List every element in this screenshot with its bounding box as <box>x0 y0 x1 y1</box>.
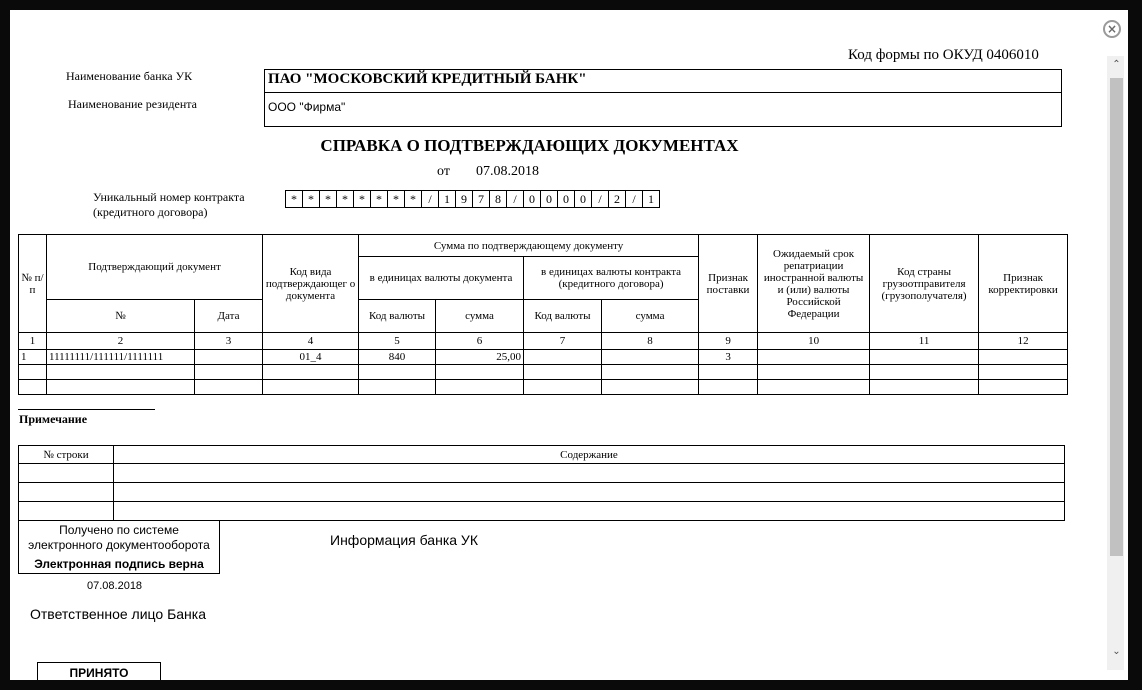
document-date: 07.08.2018 <box>476 164 539 179</box>
col-number: 6 <box>436 333 524 350</box>
col-cur1-header: Код валюты <box>359 300 436 333</box>
contract-char-cell: 0 <box>558 191 575 208</box>
contract-char-cell: 1 <box>439 191 456 208</box>
col-num-header: № п/п <box>19 235 47 333</box>
contract-char-cell: * <box>337 191 354 208</box>
contract-char-cell: 0 <box>541 191 558 208</box>
resident-label: Наименование резидента <box>68 97 197 111</box>
resident-name: ООО "Фирма" <box>268 100 346 114</box>
contract-char-cell: * <box>354 191 371 208</box>
responsible-person-label: Ответственное лицо Банка <box>30 606 207 622</box>
contract-label <box>93 190 245 220</box>
contract-char-cell: 7 <box>473 191 490 208</box>
contract-char-cell: / <box>626 191 643 208</box>
row-amt1: 25,00 <box>436 350 524 365</box>
okud-code: Код формы по ОКУД 0406010 <box>848 47 1039 63</box>
accepted-label: ПРИНЯТО <box>69 666 129 680</box>
row-doc-date <box>195 350 263 365</box>
contract-char-cell: 9 <box>456 191 473 208</box>
col-number: 12 <box>979 333 1068 350</box>
col-sum-header: Сумма по подтверждающему документу <box>359 235 699 257</box>
signature-date: 07.08.2018 <box>87 580 143 592</box>
col-cur2-header: Код валюты <box>524 300 602 333</box>
col-number: 10 <box>758 333 870 350</box>
note-content-header: Содержание <box>114 446 1065 464</box>
document-title: СПРАВКА О ПОДТВЕРЖДАЮЩИХ ДОКУМЕНТАХ <box>320 136 739 155</box>
contract-number <box>285 190 660 208</box>
col-number: 11 <box>870 333 979 350</box>
close-icon[interactable]: × <box>1103 20 1121 38</box>
row-doc-no: 11111111/111111/1111111 <box>47 350 195 365</box>
divider <box>265 92 1061 93</box>
row-correction <box>979 350 1068 365</box>
col-number: 4 <box>263 333 359 350</box>
col-amt2-header: сумма <box>602 300 699 333</box>
contract-char-cell: 0 <box>524 191 541 208</box>
note-row-header: № строки <box>19 446 114 464</box>
scroll-up-icon[interactable]: ⌃ <box>1112 59 1121 70</box>
col-kind-header: Код вида подтверждающег о документа <box>263 235 359 333</box>
col-number: 7 <box>524 333 602 350</box>
note-row-empty <box>19 502 1065 521</box>
col-amt1-header: сумма <box>436 300 524 333</box>
col-repatriation-header: Ожидаемый срок репатриации иностранной валюты и (или) валюты Российской Федерации <box>758 235 870 333</box>
row-cur2 <box>524 350 602 365</box>
contract-char-cell: * <box>320 191 337 208</box>
contract-label-line1: Уникальный номер контракта <box>93 190 245 204</box>
contract-char-cell: / <box>592 191 609 208</box>
stamp-line1: Получено по системе <box>59 523 179 537</box>
contract-char-cell: / <box>422 191 439 208</box>
contract-char-cell: * <box>286 191 303 208</box>
col-number: 3 <box>195 333 263 350</box>
row-delivery: 3 <box>699 350 758 365</box>
document-dialog <box>10 10 1128 680</box>
contract-char-cell: 0 <box>575 191 592 208</box>
contract-char-cell: * <box>303 191 320 208</box>
column-numbers-row <box>19 333 1068 350</box>
col-doc-no-header: № <box>47 300 195 333</box>
col-country-header: Код страны грузоотправителя (грузополучателя) <box>870 235 979 333</box>
date-prefix: от <box>437 164 450 179</box>
contract-label-line2: (кредитного договора) <box>93 205 208 219</box>
contract-char-cell: / <box>507 191 524 208</box>
contract-char-cell: * <box>388 191 405 208</box>
documents-table <box>18 234 1068 395</box>
contract-char-cell: * <box>405 191 422 208</box>
stamp-line2: электронного документооборота <box>28 538 210 552</box>
table-row <box>19 350 1068 365</box>
contract-char-cell: * <box>371 191 388 208</box>
contract-char-cell: 8 <box>490 191 507 208</box>
bank-label: Наименование банка УК <box>66 69 193 83</box>
col-number: 2 <box>47 333 195 350</box>
table-row-empty <box>19 380 1068 395</box>
contract-char-cell: 1 <box>643 191 660 208</box>
col-correction-header: Признак корректировки <box>979 235 1068 333</box>
col-number: 9 <box>699 333 758 350</box>
col-number: 1 <box>19 333 47 350</box>
row-country <box>870 350 979 365</box>
col-doc-header: Подтверждающий документ <box>47 235 263 300</box>
col-sum-contract-header: в единицах валюты контракта (кредитного договора) <box>524 257 699 300</box>
col-delivery-header: Признак поставки <box>699 235 758 333</box>
row-amt2 <box>602 350 699 365</box>
col-doc-date-header: Дата <box>195 300 263 333</box>
scrollbar-thumb[interactable] <box>1110 78 1123 556</box>
col-number: 5 <box>359 333 436 350</box>
row-kind: 01_4 <box>263 350 359 365</box>
bank-info-label: Информация банка УК <box>330 532 478 548</box>
note-rule <box>18 409 155 410</box>
note-table <box>18 445 1065 521</box>
row-repatriation <box>758 350 870 365</box>
col-number: 8 <box>602 333 699 350</box>
row-cur1: 840 <box>359 350 436 365</box>
accepted-stamp <box>37 662 161 680</box>
scroll-down-icon[interactable]: ⌄ <box>1112 646 1121 657</box>
signature-status: Электронная подпись верна <box>34 557 204 571</box>
note-row-empty <box>19 483 1065 502</box>
bank-name: ПАО "МОСКОВСКИЙ КРЕДИТНЫЙ БАНК" <box>268 71 587 87</box>
contract-char-cell: 2 <box>609 191 626 208</box>
edo-stamp <box>18 520 220 574</box>
note-title: Примечание <box>19 412 88 426</box>
bank-resident-box <box>264 69 1062 127</box>
col-sum-doc-header: в единицах валюты документа <box>359 257 524 300</box>
note-row-empty <box>19 464 1065 483</box>
table-row-empty <box>19 365 1068 380</box>
row-num: 1 <box>19 350 47 365</box>
